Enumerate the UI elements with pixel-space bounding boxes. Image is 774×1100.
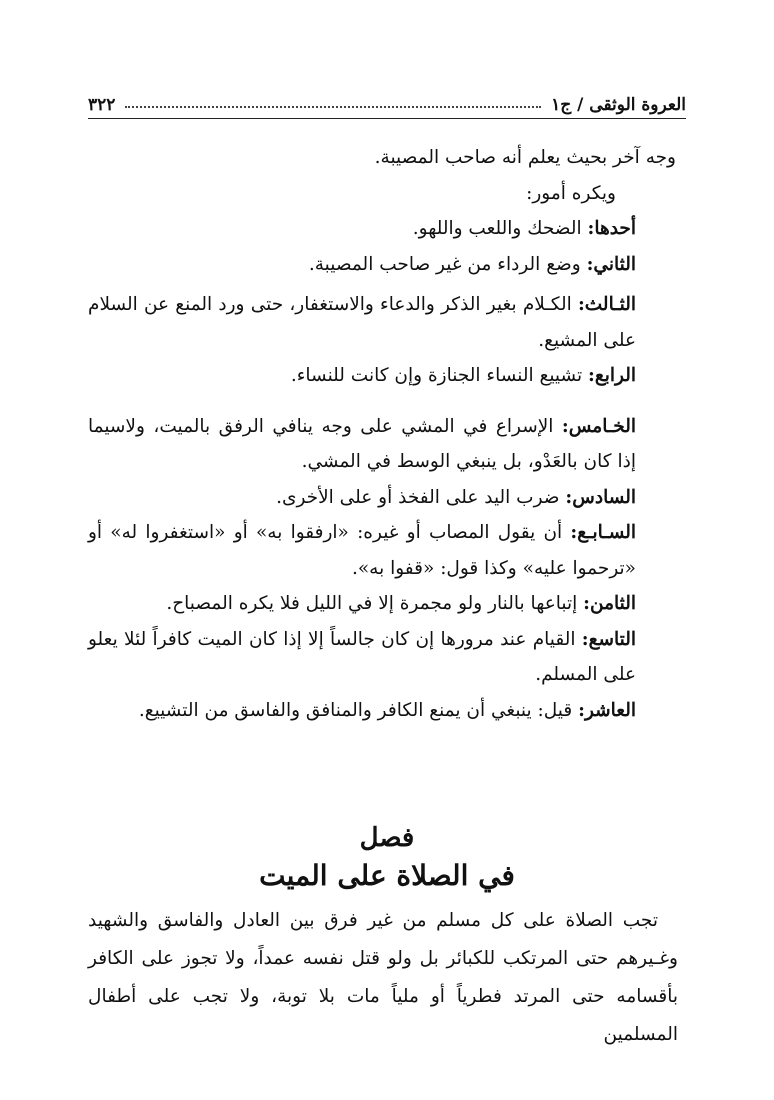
main-text [88,140,676,728]
item-label: الثاني: [586,253,636,275]
section-subheading: في الصلاة على الميت [259,859,515,892]
item-label: السادس: [565,486,636,508]
item-label: أحدها: [587,218,636,239]
list-item [88,693,676,729]
item-label: الثامن: [583,593,636,614]
item-text: الإسراع في المشي على وجه ينافي الرفق بالميت، ولاسيما إذا كان بالعَدْو، بل ينبغي الوسط في المشي. [88,415,636,472]
list-item [88,409,676,480]
list-item [88,287,676,358]
list-item [88,622,676,693]
list-item [88,247,676,283]
item-label: التاسع: [581,628,636,650]
item-text: أن يقول المصاب أو غيره: «ارفقوا به» أو «استغفروا له» أو «ترحموا عليه» وكذا قول: «قفوا به». [88,522,636,579]
item-text: وضع الرداء من غير صاحب المصيبة. [308,253,581,275]
disliked-intro: ويكره أمور: [526,182,616,204]
list-item [88,211,676,247]
list-item [88,358,676,394]
running-header [88,92,686,119]
list-item [88,586,676,622]
item-text: قيل: ينبغي أن يمنع الكافر والمنافق والفاسق من التشييع. [138,699,573,721]
section-body [88,902,678,1054]
section-heading: فصل [359,823,415,853]
list-item [88,480,676,516]
item-label: العاشر: [578,699,636,721]
item-label: الثـالث: [577,294,636,315]
header-title: العروة الوثقى / ج١ [551,95,686,115]
item-text: إتباعها بالنار ولو مجمرة إلا في الليل فلا يكره المصباح. [166,593,578,614]
item-text: القيام عند مرورها إن كان جالساً إلا إذا كان الميت كافراً لئلا يعلو على المسلم. [88,628,636,685]
section-paragraph: تجب الصلاة على كل مسلم من غير فرق بين العادل والفاسق والشهيد وغـيرهم حتى المرتكب للكبائر بل ولو قتل نفسه عمداً، ولا تجوز على الكافر بأقسامه حتى المرتد فطرياً أو ملياً مات بلا توبة، ولا تجب على أطفال المسلمين [88,910,678,1045]
item-label: الخـامس: [561,415,636,437]
item-text: الضحك واللعب واللهو. [412,218,582,239]
item-label: السـابـع: [570,522,636,543]
item-label: الرابع: [588,365,636,386]
item-text: الكـلام بغير الذكر والدعاء والاستغفار، حتى ورد المنع عن السلام على المشيع. [88,294,636,351]
intro-line: وجه آخر بحيث يعلم أنه صاحب المصيبة. [374,147,676,168]
header-leader-dots [125,106,541,108]
item-text: ضرب اليد على الفخذ أو على الأخرى. [276,486,560,508]
page-number: ٣٢٢ [88,95,116,115]
item-text: تشييع النساء الجنازة وإن كانت للنساء. [290,365,583,386]
list-item [88,515,676,586]
